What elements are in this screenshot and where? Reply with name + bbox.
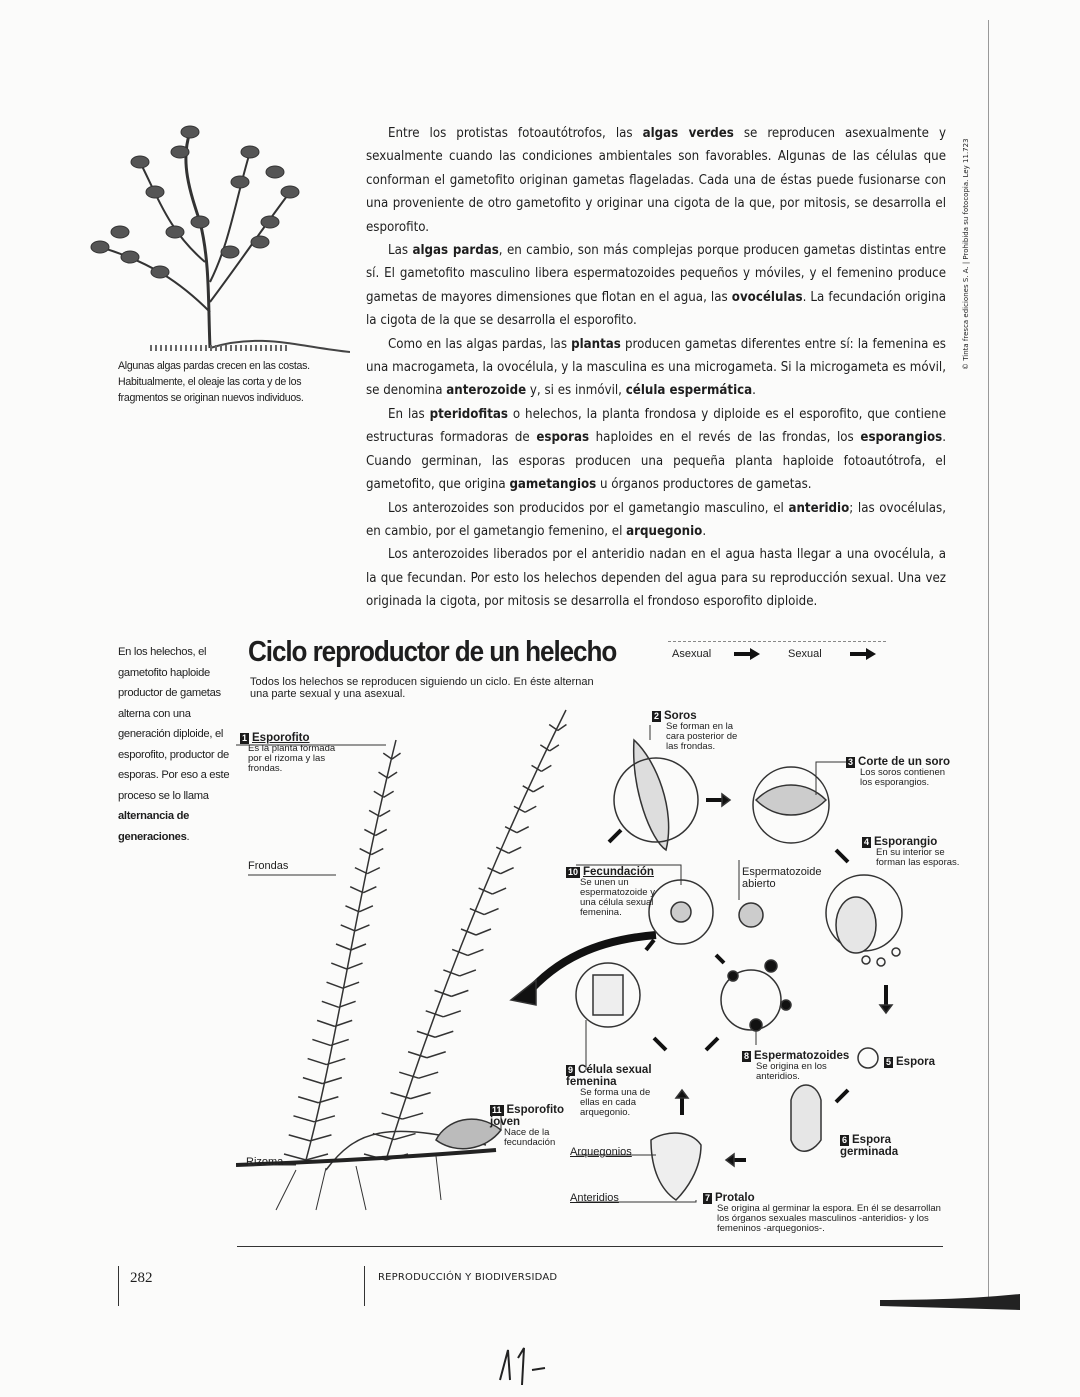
alga-bladder — [221, 246, 239, 258]
alga-bladder — [281, 186, 299, 198]
label-esporofito: 1 Esporofito Es la planta formada por el rizoma y las frondas. — [242, 732, 336, 774]
alga-bladder — [111, 226, 129, 238]
fern-pinna — [298, 1097, 338, 1103]
diagram-subtitle: Todos los helechos se reproducen siguiendo un ciclo. En éste alternan una parte sexual y una asexual. — [250, 676, 594, 700]
alga-caption: Algunas algas pardas crecen en las costas. Habitualmente, el oleaje las corta y de los fragmentos se originan nuevos individuos. — [118, 360, 310, 404]
label-soros: 2 Soros Se forman en la cara posterior de las frondas. — [654, 710, 738, 752]
footer-rule — [237, 1246, 943, 1247]
fern-pinna — [327, 982, 360, 988]
alga-bladder — [171, 146, 189, 158]
label-esporangio: 4 Esporangio En su interior se forman las esporas. — [864, 836, 960, 868]
brown-algae-image — [60, 112, 350, 356]
fern-pinna — [523, 786, 544, 792]
label-arquegonios: Arquegonios — [570, 1146, 632, 1158]
copyright-notice: © Tinta fresca ediciones S. A. | Prohibida su fotocopia. Ley 11.723 — [962, 138, 970, 370]
alga-bladder — [231, 176, 249, 188]
label-corte: 3 Corte de un soro Los soros contienen los esporangios. — [848, 756, 951, 788]
label-espermatozoide-abierto: Espermatozoide abierto — [742, 866, 822, 890]
fern-pinna — [289, 1135, 332, 1141]
legend — [668, 641, 886, 666]
label-espora-germinada: 6 Espora germinada — [840, 1134, 899, 1158]
fern-pinna — [399, 1072, 438, 1078]
alga-bladder — [181, 126, 199, 138]
sexual-arrow-icon — [848, 646, 878, 662]
alga-bladder — [261, 216, 279, 228]
main-text — [366, 122, 946, 614]
alga-bladder — [251, 236, 269, 248]
alga-bladder — [91, 241, 109, 253]
fern-pinna — [317, 1020, 352, 1026]
paragraph-1: Entre los protistas fotoautótrofos, las algas verdes se reproducen asexualmente y sexualmente cuando las condiciones ambientales son favorables. Algunas de las células que conforman el gametofito originan gametas flageladas. Cada una de éstas puede fusionarse con una proveniente de otro gametofito y originar una cigota de la que, por mitosis, se desarrolla el esporofito. — [366, 126, 946, 235]
footer-divider-left — [118, 1266, 119, 1306]
fern-pinna — [435, 990, 469, 996]
paragraph-3: Como en las algas pardas, las plantas producen gametas diferentes entre sí: la femenina es una macrogameta, la ovocélula, y la masculina es una microgameta. Si la microgameta es móvil, se denomina anterozoide y, si es inmóvil, célula espermática. — [366, 336, 946, 399]
label-frondas: Frondas — [248, 860, 289, 872]
fern-pinna — [293, 1116, 334, 1122]
fern-side-note: En los helechos, el gametofito haploide productor de gametas alterna con una generación diploide, el esporofito, productor de esporas. Por eso a este proceso se lo llama alternancia de generaciones. — [118, 646, 230, 843]
paragraph-5: Los anterozoides son producidos por el gametangio masculino, el anteridio; las ovocélulas, en cambio, por el gametangio femenino, el arquegonio. — [366, 500, 946, 539]
diagram-title: Ciclo reproductor de un helecho — [248, 636, 617, 668]
alga-bladder — [241, 146, 259, 158]
fern-pinna — [443, 970, 476, 976]
fern-pinna — [322, 1001, 356, 1007]
alga-bladder — [121, 251, 139, 263]
fern-pinna — [417, 1031, 453, 1037]
page-number: 282 — [130, 1270, 153, 1286]
fern-pinna — [312, 1039, 348, 1045]
legend-sexual: Sexual — [788, 648, 822, 660]
alga-bladder — [146, 186, 164, 198]
footer-section-title: REPRODUCCIÓN Y BIODIVERSIDAD — [378, 1272, 558, 1283]
fern-pinna — [390, 1093, 430, 1099]
alga-bladder — [131, 156, 149, 168]
fern-pinna — [308, 1059, 346, 1065]
page-edge-line — [988, 20, 989, 1300]
fern-pinna — [532, 765, 552, 771]
label-espermatozoides: 8 Espermatozoides Se origina en los anteridios. — [744, 1050, 850, 1082]
label-fecundacion: 10 Fecundación Se unen un espermatozoide y una célula sexual femenina. — [568, 866, 655, 918]
label-esporofito-joven: 11 Esporofito joven Nace de la fecundación — [490, 1104, 565, 1148]
legend-asexual: Asexual — [672, 648, 712, 660]
fern-pinna — [408, 1052, 446, 1058]
paragraph-4: En las pteridofitas o helechos, la planta frondosa y diploide es el esporofito, que contiene estructuras formadoras de esporas haploides en el revés de las frondas, los esporangios. Cuando germinan, las esporas producen una pequeña planta haploide fotoautótrofa, el gametofito, que origina gametangios u órganos productores de gametas. — [366, 406, 947, 493]
alga-bladder — [166, 226, 184, 238]
footer-divider-mid — [364, 1266, 365, 1306]
handwritten-mark — [490, 1340, 550, 1394]
fern-pinna — [303, 1078, 342, 1084]
label-espora: 5 Espora — [886, 1056, 936, 1068]
label-rizoma: Rizoma — [246, 1156, 284, 1168]
fern-pinna — [382, 1113, 423, 1119]
fern-pinna — [540, 745, 559, 751]
fern-pinna — [426, 1011, 461, 1017]
page-bottom-edge — [880, 1290, 1020, 1310]
alga-bladder — [266, 166, 284, 178]
alga-bladder — [151, 266, 169, 278]
alga-bladder — [191, 216, 209, 228]
paragraph-6: Los anterozoides liberados por el anteridio nadan en el agua hasta llegar a una ovocélula, a la que fecundan. Por esto los helechos dependen del agua para su reproducción sexual. Una vez originada la cigota, por mitosis se desarrolla el frondoso esporofito diploide. — [366, 547, 946, 610]
asexual-arrow-icon — [732, 646, 762, 662]
label-anteridios: Anteridios — [570, 1192, 619, 1204]
paragraph-2: Las algas pardas, en cambio, son más complejas porque producen gametas distintas entre sí. El gametofito masculino libera espermatozoides pequeños y móviles, y el femenino produce gametas de mayores dimensiones que flotan en el agua, las ovocélulas. La fecundación origina la cigota de la que se desarrolla el esporofito. — [366, 243, 947, 329]
label-protalo: 7 Protalo Se origina al germinar la espora. En él se desarrollan los órganos sexuales masculinos -anteridios- y los femeninos -arquegonios-. — [705, 1192, 941, 1234]
label-celula-femenina: 9 Célula sexual femenina Se forma una de ellas en cada arquegonio. — [566, 1064, 652, 1118]
